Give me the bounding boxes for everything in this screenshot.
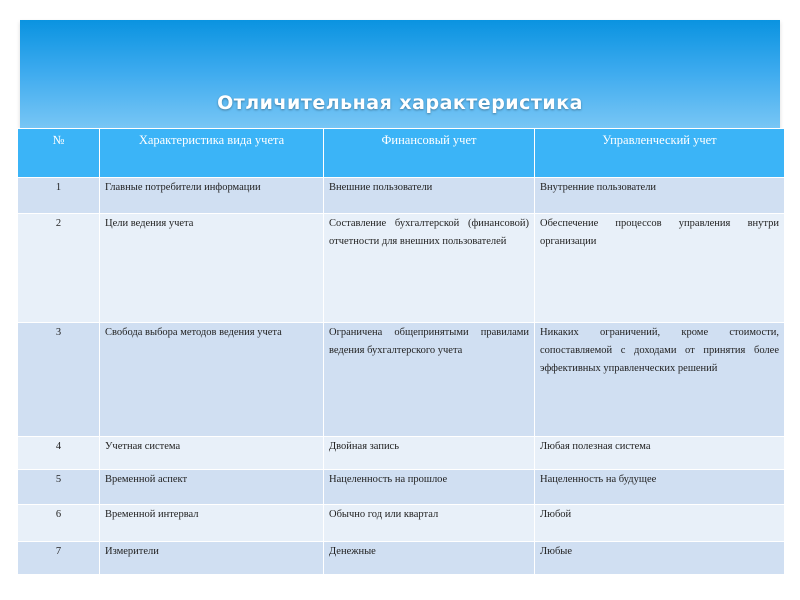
- row-number: 4: [18, 437, 100, 470]
- row-characteristic: Временной интервал: [100, 505, 324, 542]
- header-managerial: Управленческий учет: [535, 129, 785, 178]
- row-financial: Внешние пользователи: [324, 178, 535, 214]
- table-row: [18, 323, 785, 437]
- row-characteristic: Учетная система: [100, 437, 324, 470]
- comparison-table-wrapper: [17, 128, 784, 575]
- table-row: [18, 437, 785, 470]
- header-number: №: [18, 129, 100, 178]
- row-managerial: Обеспечение процессов управления внутри организации: [535, 214, 785, 323]
- row-characteristic: Временной аспект: [100, 470, 324, 505]
- row-financial: Нацеленность на прошлое: [324, 470, 535, 505]
- table-header-row: [18, 129, 785, 178]
- row-managerial: Нацеленность на будущее: [535, 470, 785, 505]
- row-managerial: Любые: [535, 542, 785, 575]
- table-row: [18, 542, 785, 575]
- row-managerial: Никаких ограничений, кроме стоимости, сопоставляемой с доходами от принятия более эффективных управленческих решений: [535, 323, 785, 437]
- slide-title: Отличительная характеристика: [217, 92, 583, 114]
- table-row: [18, 505, 785, 542]
- row-number: 1: [18, 178, 100, 214]
- row-financial: Ограничена общепринятыми правилами ведения бухгалтерского учета: [324, 323, 535, 437]
- row-number: 7: [18, 542, 100, 575]
- row-managerial: Любая полезная система: [535, 437, 785, 470]
- row-financial: Денежные: [324, 542, 535, 575]
- header-characteristic: Характеристика вида учета: [100, 129, 324, 178]
- comparison-table: [17, 128, 785, 575]
- row-financial: Двойная запись: [324, 437, 535, 470]
- row-number: 3: [18, 323, 100, 437]
- row-managerial: Внутренние пользователи: [535, 178, 785, 214]
- row-managerial: Любой: [535, 505, 785, 542]
- row-number: 6: [18, 505, 100, 542]
- table-row: [18, 178, 785, 214]
- table-row: [18, 214, 785, 323]
- header-financial: Финансовый учет: [324, 129, 535, 178]
- row-characteristic: Свобода выбора методов ведения учета: [100, 323, 324, 437]
- row-financial: Составление бухгалтерской (финансовой) отчетности для внешних пользователей: [324, 214, 535, 323]
- row-number: 5: [18, 470, 100, 505]
- row-characteristic: Измерители: [100, 542, 324, 575]
- row-financial: Обычно год или квартал: [324, 505, 535, 542]
- table-row: [18, 470, 785, 505]
- row-characteristic: Главные потребители информации: [100, 178, 324, 214]
- row-number: 2: [18, 214, 100, 323]
- row-characteristic: Цели ведения учета: [100, 214, 324, 323]
